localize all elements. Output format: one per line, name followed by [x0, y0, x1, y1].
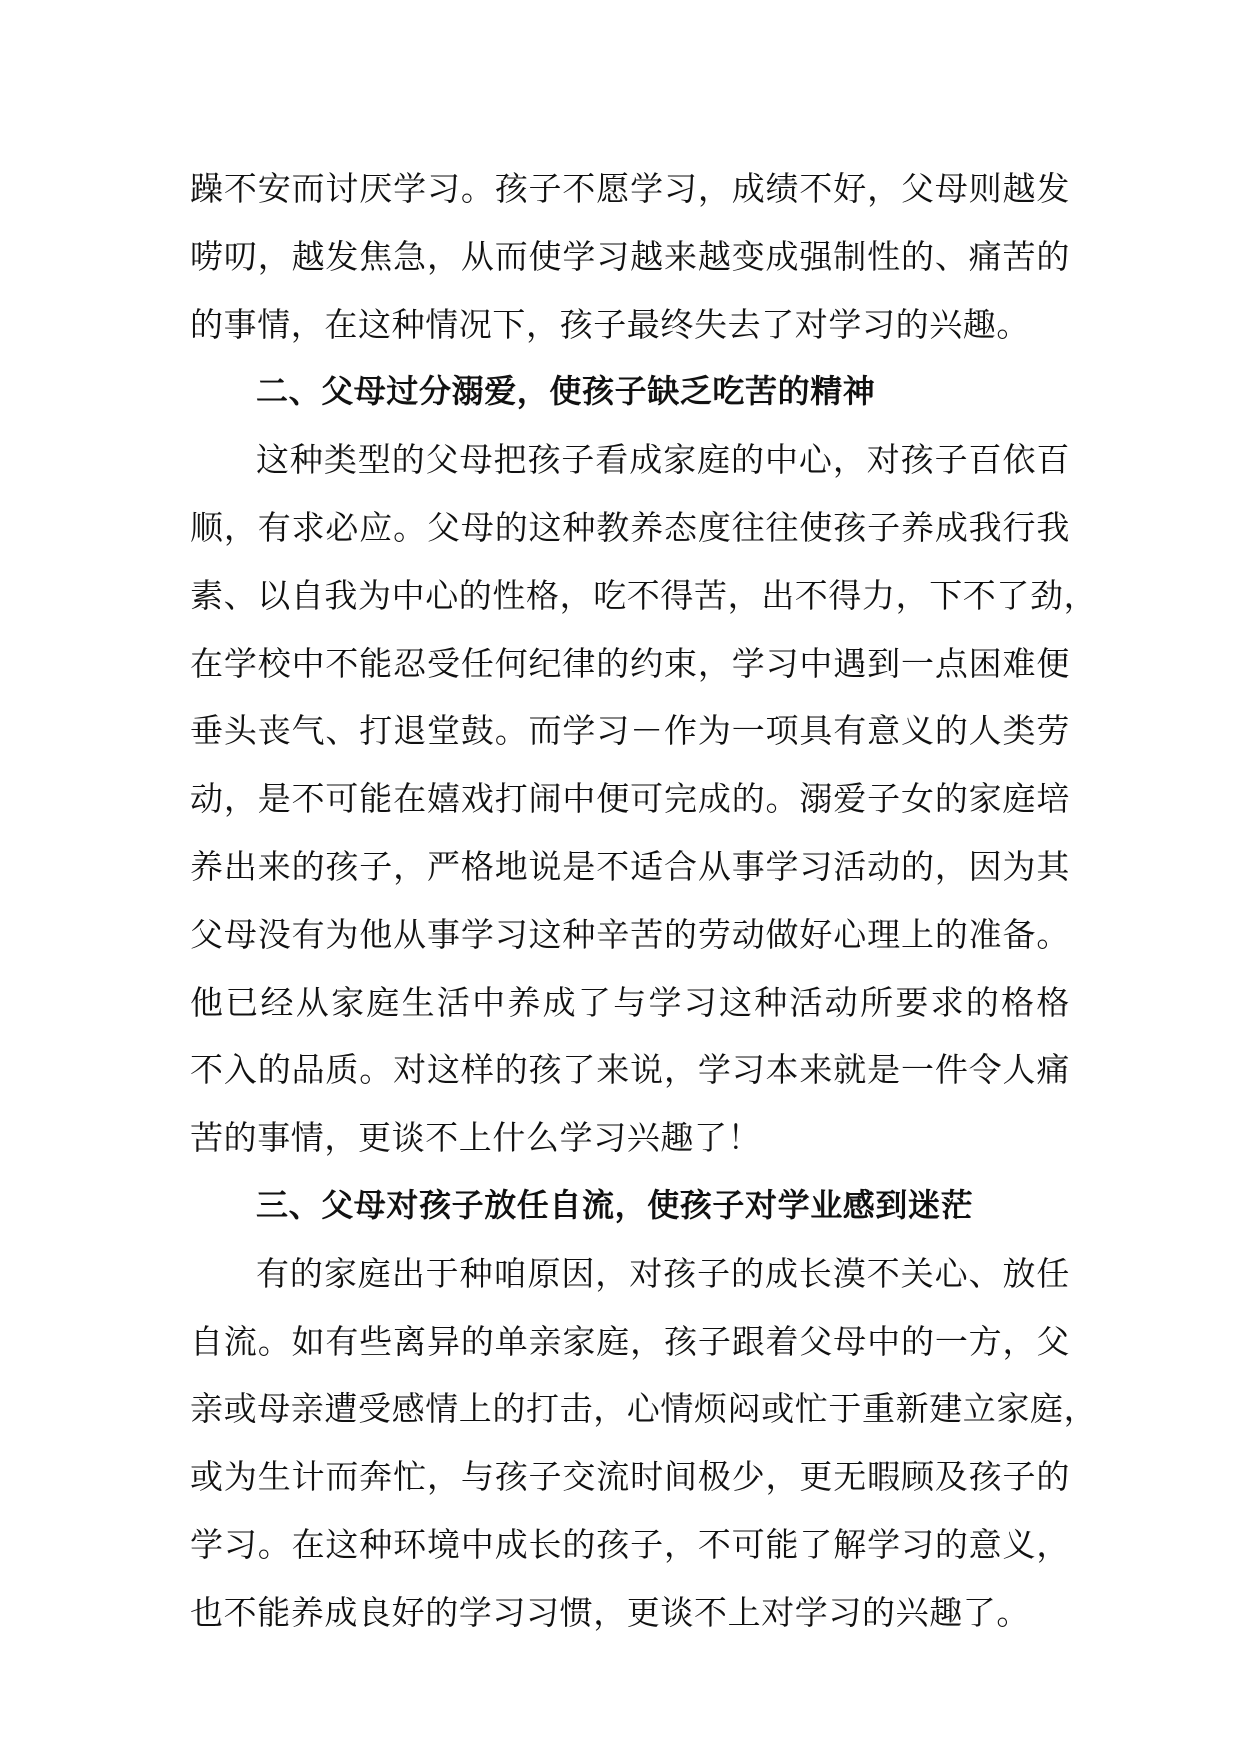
text-line: 或为生计而奔忙，与孩子交流时间极少，更无暇顾及孩子的: [190, 1457, 1070, 1497]
paragraph-3: [190, 1240, 1098, 1647]
paragraph-2: [190, 426, 1098, 1172]
text-line: 亲或母亲遭受感情上的打击，心情烦闷或忙于重新建立家庭，: [190, 1389, 1098, 1429]
text-line: 唠叨，越发焦急，从而使学习越来越变成强制性的、痛苦的: [190, 236, 1070, 276]
text-line: 这种类型的父母把孩子看成家庭的中心，对孩子百依百: [256, 440, 1070, 480]
text-line: 动，是不可能在嬉戏打闹中便可完成的。溺爱子女的家庭培: [190, 779, 1070, 819]
text-line: 躁不安而讨厌学习。孩子不愿学习，成绩不好，父母则越发: [190, 169, 1070, 208]
text-line: 他已经从家庭生活中养成了与学习这种活动所要求的格格: [190, 982, 1070, 1022]
text-line: 父母没有为他从事学习这种辛苦的劳动做好心理上的准备。: [190, 914, 1070, 954]
text-line: 素、以自我为中心的性格，吃不得苦，出不得力，下不了劲，: [190, 575, 1098, 615]
text-line: 的事情，在这种情况下，孩子最终失去了对学习的兴趣。: [190, 304, 1030, 344]
document-body: [190, 155, 1098, 1647]
section-heading-3: 三、父母对孩子放任自流，使孩子对学业感到迷茫: [256, 1185, 974, 1224]
text-line: 学习。在这种环境中成长的孩子，不可能了解学习的意义，: [190, 1524, 1070, 1564]
text-line: 垂头丧气、打退堂鼓。而学习－作为一项具有意义的人类劳: [190, 711, 1070, 751]
text-line: 也不能养成良好的学习习惯，更谈不上对学习的兴趣了。: [190, 1592, 1030, 1632]
text-line: 顺，有求必应。父母的这种教养态度往往使孩子养成我行我: [190, 507, 1070, 547]
paragraph-continued: [190, 155, 1070, 358]
text-line: 苦的事情，更谈不上什么学习兴趣了！: [190, 1118, 762, 1158]
text-line: 有的家庭出于种咱原因，对孩子的成长漠不关心、放任: [256, 1253, 1070, 1293]
text-line: 不入的品质。对这样的孩了来说，学习本来就是一件令人痛: [190, 1050, 1070, 1090]
text-line: 在学校中不能忍受任何纪律的约束，学习中遇到一点困难便: [190, 643, 1070, 683]
text-line: 自流。如有些离异的单亲家庭，孩子跟着父母中的一方，父: [190, 1321, 1070, 1361]
text-line: 养出来的孩子，严格地说是不适合从事学习活动的，因为其: [190, 846, 1070, 886]
section-heading-2: 二、父母过分溺爱，使孩子缺乏吃苦的精神: [256, 372, 876, 411]
